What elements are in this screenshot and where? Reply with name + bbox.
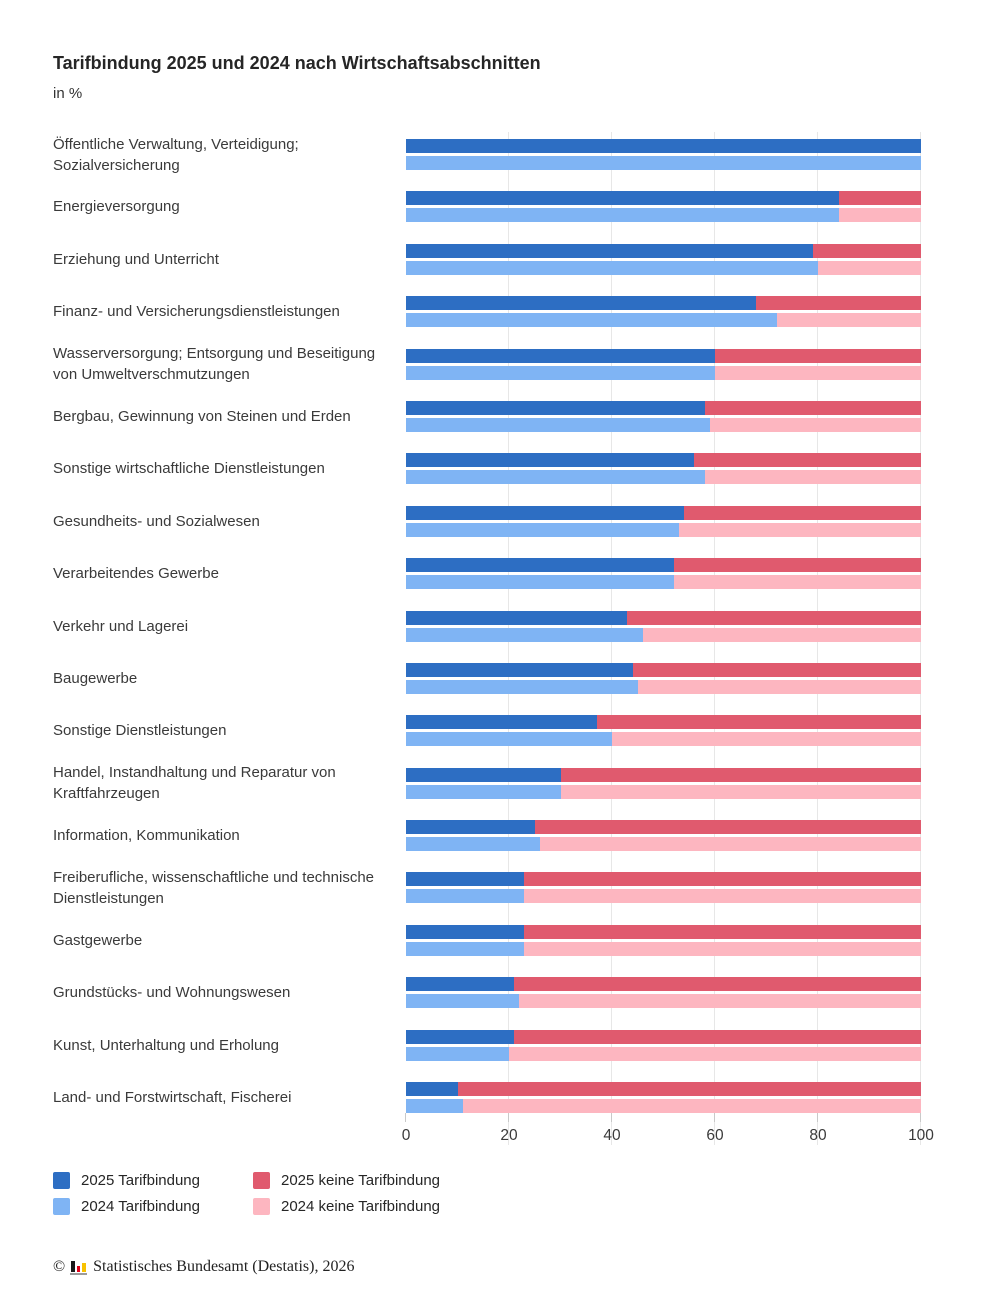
bar-2024-tarifbindung: [406, 156, 921, 170]
sector-label: Verkehr und Lagerei: [53, 617, 189, 635]
bar-2024-tarifbindung: [406, 680, 638, 694]
bar-2025-tarifbindung: [406, 1030, 514, 1044]
sector-row: [53, 663, 921, 694]
bar-pair: [406, 349, 921, 380]
bar-2024-keine-tarifbindung: [705, 470, 921, 484]
bar-2025-keine-tarifbindung: [684, 506, 921, 520]
sector-label: Verarbeitendes Gewerbe: [53, 565, 219, 583]
sector-row: [53, 1030, 921, 1061]
bar-2024-tarifbindung: [406, 523, 679, 537]
axis-tick-label: 60: [706, 1127, 724, 1145]
bar-2025-tarifbindung: [406, 453, 694, 467]
axis-tick: [714, 1113, 715, 1122]
bar-2025-tarifbindung: [406, 558, 674, 572]
bar-pair: [406, 558, 921, 589]
bar-2024-tarifbindung: [406, 418, 710, 432]
bar-2025-keine-tarifbindung: [694, 453, 921, 467]
sector-label: Öffentliche Verwaltung, Verteidigung; Sozialversicherung: [53, 135, 299, 174]
legend-swatch-2024-tarifbindung: [53, 1198, 70, 1215]
chart-title: Tarifbindung 2025 und 2024 nach Wirtschaftsabschnitten: [53, 53, 541, 73]
sector-row: [53, 868, 921, 907]
bar-2025-keine-tarifbindung: [627, 611, 921, 625]
legend-label: 2024 Tarifbindung: [81, 1198, 200, 1216]
legend-item: [253, 1198, 613, 1215]
bar-2024-keine-tarifbindung: [463, 1099, 921, 1113]
sector-row: [53, 191, 921, 222]
bar-2024-keine-tarifbindung: [818, 261, 921, 275]
bar-2025-keine-tarifbindung: [633, 663, 921, 677]
bar-pair: [406, 506, 921, 537]
bar-pair: [406, 244, 921, 275]
bar-2025-keine-tarifbindung: [705, 401, 921, 415]
legend-swatch-2024-keine-tarifbindung: [253, 1198, 270, 1215]
bar-pair: [406, 663, 921, 694]
legend-item: [53, 1198, 253, 1215]
bar-2024-keine-tarifbindung: [643, 628, 921, 642]
legend-label: 2025 keine Tarifbindung: [281, 1172, 441, 1190]
bar-2024-keine-tarifbindung: [679, 523, 921, 537]
sector-row: [53, 345, 921, 384]
destatis-logo-icon: [70, 1259, 87, 1275]
axis-tick: [920, 1113, 921, 1122]
sector-row: [53, 820, 921, 851]
axis-tick: [817, 1113, 818, 1122]
axis-tick-label: 100: [908, 1127, 934, 1145]
sector-label: Kunst, Unterhaltung und Erholung: [53, 1036, 279, 1054]
legend-label: 2025 Tarifbindung: [81, 1172, 200, 1190]
axis-tick: [405, 1113, 406, 1122]
sector-row: [53, 611, 921, 642]
sector-row: [53, 401, 921, 432]
bar-pair: [406, 139, 921, 170]
bar-2024-keine-tarifbindung: [524, 942, 921, 956]
sector-label: Land- und Forstwirtschaft, Fischerei: [53, 1089, 292, 1107]
bar-pair: [406, 296, 921, 327]
sector-row: [53, 1082, 921, 1113]
axis-tick-label: 40: [603, 1127, 621, 1145]
bar-2025-tarifbindung: [406, 611, 627, 625]
bar-2025-tarifbindung: [406, 663, 633, 677]
bar-2024-tarifbindung: [406, 1099, 463, 1113]
legend-swatch-2025-tarifbindung: [53, 1172, 70, 1189]
sector-row: [53, 244, 921, 275]
bar-2024-tarifbindung: [406, 261, 818, 275]
sector-label: Sonstige Dienstleistungen: [53, 722, 227, 740]
footer: [53, 1258, 1000, 1276]
bar-2025-tarifbindung: [406, 768, 561, 782]
sector-row: [53, 715, 921, 746]
axis-tick-label: 0: [401, 1127, 411, 1145]
sector-row: [53, 977, 921, 1008]
sector-row: [53, 764, 921, 803]
bar-pair: [406, 1030, 921, 1061]
bar-2024-keine-tarifbindung: [777, 313, 921, 327]
bar-2024-tarifbindung: [406, 628, 643, 642]
bar-2024-keine-tarifbindung: [638, 680, 921, 694]
bar-2025-keine-tarifbindung: [514, 977, 921, 991]
bar-2025-keine-tarifbindung: [715, 349, 921, 363]
bar-2024-tarifbindung: [406, 785, 561, 799]
bar-2024-keine-tarifbindung: [524, 889, 921, 903]
bar-2025-keine-tarifbindung: [674, 558, 921, 572]
bar-2024-tarifbindung: [406, 575, 674, 589]
bar-pair: [406, 872, 921, 903]
bar-2024-tarifbindung: [406, 994, 519, 1008]
bar-2025-tarifbindung: [406, 977, 514, 991]
sector-label: Baugewerbe: [53, 669, 138, 687]
legend-item: [253, 1172, 613, 1189]
axis-tick: [508, 1113, 509, 1122]
bar-2025-keine-tarifbindung: [756, 296, 921, 310]
bar-2025-tarifbindung: [406, 349, 715, 363]
bar-2024-tarifbindung: [406, 470, 705, 484]
bar-2024-tarifbindung: [406, 1047, 509, 1061]
bar-2024-tarifbindung: [406, 366, 715, 380]
bar-2025-keine-tarifbindung: [535, 820, 921, 834]
bar-pair: [406, 1082, 921, 1113]
sector-label: Information, Kommunikation: [53, 827, 240, 845]
chart-rows: [53, 135, 921, 1113]
axis-tick-label: 80: [809, 1127, 827, 1145]
axis-tick-label: 20: [500, 1127, 518, 1145]
sector-row: [53, 506, 921, 537]
bar-2024-tarifbindung: [406, 837, 540, 851]
sector-label: Freiberufliche, wissenschaftliche und technische Dienstleistungen: [53, 868, 374, 907]
bar-2025-tarifbindung: [406, 191, 839, 205]
bar-pair: [406, 453, 921, 484]
x-axis-labels: [401, 1126, 934, 1145]
bar-pair: [406, 715, 921, 746]
sector-label: Sonstige wirtschaftliche Dienstleistungen: [53, 460, 325, 478]
bar-2025-keine-tarifbindung: [524, 925, 921, 939]
bar-2025-keine-tarifbindung: [839, 191, 921, 205]
copyright-symbol: ©: [53, 1258, 66, 1276]
bar-2024-tarifbindung: [406, 732, 612, 746]
sector-label: Energieversorgung: [53, 198, 180, 216]
sector-row: [53, 925, 921, 956]
legend: [53, 1172, 613, 1215]
sector-row: [53, 135, 921, 174]
x-axis: [406, 1113, 921, 1122]
axis-tick: [611, 1113, 612, 1122]
bar-2025-tarifbindung: [406, 820, 535, 834]
sector-label: Gesundheits- und Sozialwesen: [53, 512, 260, 530]
bar-2024-keine-tarifbindung: [612, 732, 921, 746]
sector-label: Wasserversorgung; Entsorgung und Beseitigung von Umweltverschmutzungen: [53, 345, 376, 384]
bar-2025-tarifbindung: [406, 925, 524, 939]
bar-pair: [406, 401, 921, 432]
bar-2025-keine-tarifbindung: [524, 872, 921, 886]
footer-text: Statistisches Bundesamt (Destatis), 2026: [93, 1258, 355, 1276]
bar-2024-keine-tarifbindung: [715, 366, 921, 380]
sector-label: Bergbau, Gewinnung von Steinen und Erden: [53, 407, 351, 425]
bar-2025-keine-tarifbindung: [813, 244, 921, 258]
bar-2024-keine-tarifbindung: [540, 837, 921, 851]
bar-2025-keine-tarifbindung: [514, 1030, 921, 1044]
bar-2024-keine-tarifbindung: [509, 1047, 921, 1061]
sector-label: Gastgewerbe: [53, 931, 143, 949]
bar-2024-tarifbindung: [406, 313, 777, 327]
bar-2025-tarifbindung: [406, 244, 813, 258]
bar-2025-tarifbindung: [406, 296, 756, 310]
bar-2024-tarifbindung: [406, 942, 524, 956]
bar-2025-keine-tarifbindung: [458, 1082, 922, 1096]
bar-2025-keine-tarifbindung: [597, 715, 921, 729]
bar-pair: [406, 611, 921, 642]
legend-item: [53, 1172, 253, 1189]
bar-2025-tarifbindung: [406, 139, 921, 153]
bar-2024-tarifbindung: [406, 889, 524, 903]
bar-2025-tarifbindung: [406, 1082, 458, 1096]
bar-pair: [406, 925, 921, 956]
chart: [53, 135, 934, 1145]
bar-pair: [406, 820, 921, 851]
bar-pair: [406, 768, 921, 799]
sector-row: [53, 453, 921, 484]
bar-2024-keine-tarifbindung: [519, 994, 921, 1008]
bar-2025-tarifbindung: [406, 715, 597, 729]
bar-2025-tarifbindung: [406, 506, 684, 520]
legend-swatch-2025-keine-tarifbindung: [253, 1172, 270, 1189]
bar-2024-keine-tarifbindung: [561, 785, 922, 799]
sector-label: Grundstücks- und Wohnungswesen: [53, 984, 291, 1002]
bar-2024-keine-tarifbindung: [839, 208, 921, 222]
bar-2024-keine-tarifbindung: [674, 575, 921, 589]
bar-2025-tarifbindung: [406, 872, 524, 886]
sector-row: [53, 296, 921, 327]
sector-row: [53, 558, 921, 589]
sector-label: Erziehung und Unterricht: [53, 250, 219, 268]
bar-pair: [406, 191, 921, 222]
chart-subtitle: in %: [53, 85, 83, 102]
bar-pair: [406, 977, 921, 1008]
bar-2025-keine-tarifbindung: [561, 768, 922, 782]
bar-2024-tarifbindung: [406, 208, 839, 222]
bar-2025-tarifbindung: [406, 401, 705, 415]
sector-label: Finanz- und Versicherungsdienstleistungen: [53, 303, 340, 321]
sector-label: Handel, Instandhaltung und Reparatur von Kraftfahrzeugen: [53, 764, 336, 803]
bar-2024-keine-tarifbindung: [710, 418, 921, 432]
legend-label: 2024 keine Tarifbindung: [281, 1198, 441, 1216]
